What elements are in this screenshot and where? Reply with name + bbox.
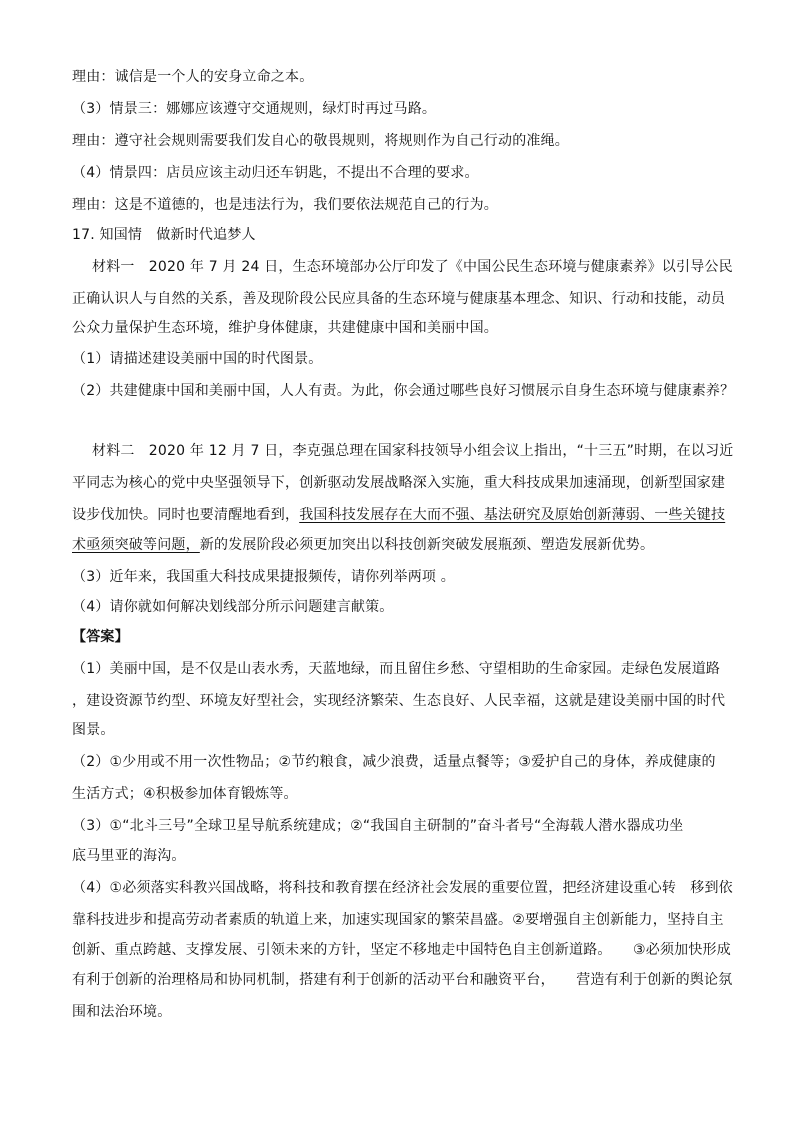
material-two-line3-plain: 设步伐加快。同时也要清醒地看到， xyxy=(72,507,300,523)
material-two-line4 xyxy=(72,535,732,555)
material-two-line1: 材料二 2020 年 12 月 7 日，李克强总理在国家科技领导小组会议上指出，“十三五”时期，在以习近 xyxy=(92,443,734,459)
material-two-line3 xyxy=(72,505,732,525)
answer-3-line2: 底马里亚的海沟。 xyxy=(72,848,186,864)
answer-3-line1: （3）①“北斗三号”全球卫星导航系统建成；②“我国自主研制的”奋斗者号“全海载人潜水器成功坐 xyxy=(72,818,684,834)
scenario-four: （4）情景四：店员应该主动归还车钥匙，不提出不合理的要求。 xyxy=(72,165,479,181)
answer-2-line1: （2）①少用或不用一次性物品；②节约粮食，减少浪费，适量点餐等；③爱护自己的身体，养成健康的 xyxy=(72,754,716,770)
answer-1-line2: ，建设资源节约型、环境友好型社会，实现经济繁荣、生态良好、人民幸福，这就是建设美丽中国的时代 xyxy=(72,693,726,709)
sub-question-4: （4）请你就如何解决划线部分所示问题建言献策。 xyxy=(72,599,394,615)
reason-law: 理由：这是不道德的，也是违法行为，我们要依法规范自己的行为。 xyxy=(72,197,498,213)
material-two-line4-plain: 新的发展阶段必须更加突出以科技创新突破发展瓶颈、塑造发展新优势。 xyxy=(199,537,655,553)
sub-question-3: （3）近年来，我国重大科技成果捷报频传，请你列举两项 。 xyxy=(72,569,455,585)
material-two-line2: 平同志为核心的党中央坚强领导下，创新驱动发展战略深入实施，重大科技成果加速涌现，创新型国家建 xyxy=(72,475,726,491)
sub-question-1: （1）请描述建设美丽中国的时代图景。 xyxy=(72,351,323,367)
answer-4-line5: 围和法治环境。 xyxy=(72,1004,172,1020)
answer-1-line3: 图景。 xyxy=(72,722,115,738)
answer-4-line1: （4）①必须落实科教兴国战略，将科技和教育摆在经济社会发展的重要位置，把经济建设重心转 移到依 xyxy=(72,880,733,896)
answer-1-line1: （1）美丽中国，是不仅是山表水秀，天蓝地绿，而且留住乡愁、守望相助的生命家园。走绿色发展道路 xyxy=(72,661,721,677)
scenario-three: （3）情景三：娜娜应该遵守交通规则，绿灯时再过马路。 xyxy=(72,101,437,117)
answer-4-line4: 有利于创新的治理格局和协同机制，搭建有利于创新的活动平台和融资平台， 营造有利于创新的舆论氛 xyxy=(72,972,733,988)
material-one-line2: 正确认识人与自然的关系，善及现阶段公民应具备的生态环境与健康基本理念、知识、行动和技能，动员 xyxy=(72,291,726,307)
underlined-problem-part1: 我国科技发展存在大而不强、基法研究及原始创新薄弱、一些关键技 xyxy=(299,507,726,523)
answer-4-line2: 靠科技进步和提高劳动者素质的轨道上来，加速实现国家的繁荣昌盛。②要增强自主创新能力，坚持自主 xyxy=(72,912,724,928)
material-one-line3: 公众力量保护生态环境，维护身体健康，共建健康中国和美丽中国。 xyxy=(72,320,498,336)
answer-2-line2: 生活方式；④积极参加体育锻炼等。 xyxy=(72,786,298,802)
reason-rules: 理由：遵守社会规则需要我们发自心的敬畏规则，将规则作为自己行动的准绳。 xyxy=(72,133,569,149)
sub-question-2: （2）共建健康中国和美丽中国，人人有责。为此，你会通过哪些良好习惯展示自身生态环境与健康素养？ xyxy=(72,383,735,399)
reason-integrity: 理由：诚信是一个人的安身立命之本。 xyxy=(72,69,314,85)
answer-heading: 【答案】 xyxy=(72,629,129,645)
question-17-title: 17. 知国情 做新时代追梦人 xyxy=(72,227,256,243)
underlined-problem-part2: 术亟须突破等问题， xyxy=(72,537,200,553)
answer-4-line3: 创新、重点跨越、支撑发展、引领未来的方针，坚定不移地走中国特色自主创新道路。 ③必须加快形成 xyxy=(72,942,731,958)
material-one-line1: 材料一 2020 年 7 月 24 日，生态环境部办公厅印发了《中国公民生态环境与健康素养》以引导公民 xyxy=(92,259,733,275)
